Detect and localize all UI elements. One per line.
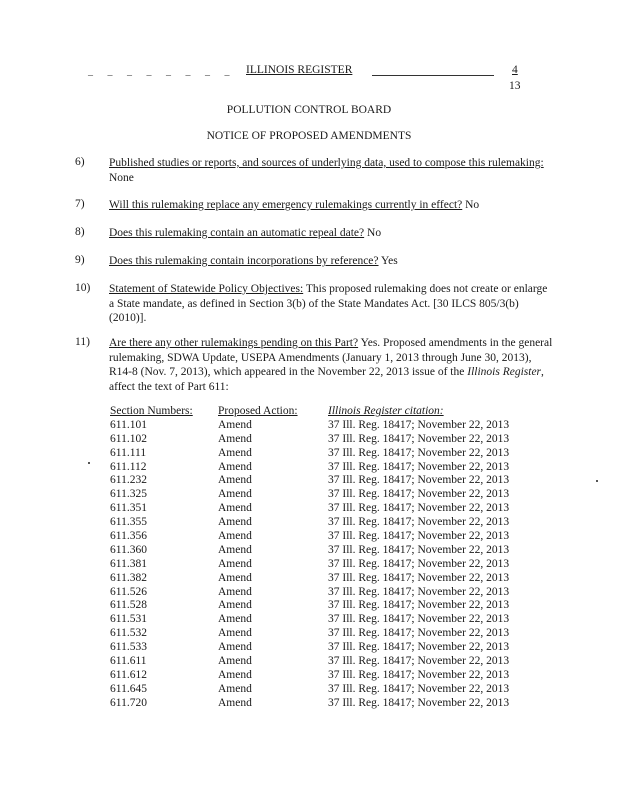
- section-number-cell: 611.102: [110, 432, 147, 445]
- item-text: [109, 254, 553, 269]
- section-number-cell: 611.532: [110, 627, 147, 640]
- page-number-sub: 13: [509, 80, 521, 92]
- proposed-action-cell: Amend: [218, 585, 252, 598]
- proposed-action-cell: Amend: [218, 627, 252, 640]
- proposed-action-cell: Amend: [218, 502, 252, 515]
- citation-cell: 37 Ill. Reg. 18417; November 22, 2013: [328, 557, 510, 570]
- table-row: [110, 586, 530, 600]
- item-number: 7): [75, 198, 85, 210]
- citation-cell: 37 Ill. Reg. 18417; November 22, 2013: [328, 543, 510, 556]
- table-row: [110, 516, 530, 530]
- item-number: 10): [75, 282, 91, 294]
- proposed-action-cell: Amend: [218, 474, 252, 487]
- section-number-cell: 611.382: [110, 571, 147, 584]
- proposed-action-cell: Amend: [218, 668, 252, 681]
- notice-heading: NOTICE OF PROPOSED AMENDMENTS: [206, 130, 412, 142]
- table-row: [110, 599, 530, 613]
- item-number: 11): [75, 336, 90, 348]
- table-row: [110, 474, 530, 488]
- item-number: 6): [75, 156, 85, 168]
- citation-cell: 37 Ill. Reg. 18417; November 22, 2013: [328, 668, 510, 681]
- proposed-action-cell: Amend: [218, 530, 252, 543]
- register-title: ILLINOIS REGISTER: [246, 64, 353, 76]
- section-number-cell: 611.533: [110, 641, 147, 654]
- citation-cell: 37 Ill. Reg. 18417; November 22, 2013: [328, 655, 510, 668]
- section-number-cell: 611.611: [110, 655, 147, 668]
- table-row: [110, 544, 530, 558]
- item-number: 9): [75, 254, 85, 266]
- item-question: Are there any other rulemakings pending on this Part?: [109, 337, 359, 349]
- section-number-cell: 611.232: [110, 474, 147, 487]
- section-number-cell: 611.645: [110, 682, 147, 695]
- agency-heading: POLLUTION CONTROL BOARD: [226, 104, 392, 116]
- item-question: Statement of Statewide Policy Objectives:: [109, 283, 304, 295]
- citation-table: [110, 405, 530, 711]
- citation-cell: 37 Ill. Reg. 18417; November 22, 2013: [328, 516, 510, 529]
- header-section-numbers: Section Numbers:: [110, 405, 193, 417]
- citation-cell: 37 Ill. Reg. 18417; November 22, 2013: [328, 599, 510, 612]
- section-number-cell: 611.526: [110, 585, 147, 598]
- citation-cell: 37 Ill. Reg. 18417; November 22, 2013: [328, 488, 510, 501]
- proposed-action-cell: Amend: [218, 432, 252, 445]
- table-row: [110, 488, 530, 502]
- table-header-row: [110, 405, 530, 419]
- table-row: [110, 530, 530, 544]
- table-row: [110, 419, 530, 433]
- header-citation: Illinois Register citation:: [328, 405, 444, 417]
- citation-cell: 37 Ill. Reg. 18417; November 22, 2013: [328, 696, 510, 709]
- section-number-cell: 611.720: [110, 696, 147, 709]
- proposed-action-cell: Amend: [218, 641, 252, 654]
- scan-speck: [596, 480, 598, 482]
- item-answer: Yes: [380, 255, 398, 267]
- item-answer: Yes. Proposed amendments in the general rulemaking, SDWA Update, USEPA Amendments (January 1, 2013 through June 30, 2013), R14-8 (Nov. 7, 2013), which appeared in the November 22, 2013 issue of the: [109, 337, 553, 378]
- header-dash-line: – – – – – – – –: [88, 70, 236, 81]
- item-text: [109, 156, 553, 185]
- citation-cell: 37 Ill. Reg. 18417; November 22, 2013: [328, 432, 510, 445]
- citation-cell: 37 Ill. Reg. 18417; November 22, 2013: [328, 446, 510, 459]
- table-row: [110, 655, 530, 669]
- proposed-action-cell: Amend: [218, 418, 252, 431]
- proposed-action-cell: Amend: [218, 655, 252, 668]
- item-answer: No: [367, 227, 382, 239]
- proposed-action-cell: Amend: [218, 543, 252, 556]
- citation-cell: 37 Ill. Reg. 18417; November 22, 2013: [328, 571, 510, 584]
- proposed-action-cell: Amend: [218, 696, 252, 709]
- proposed-action-cell: Amend: [218, 557, 252, 570]
- item-question: Published studies or reports, and sources of underlying data, used to compose this rulemaking:: [109, 157, 544, 169]
- proposed-action-cell: Amend: [218, 488, 252, 501]
- table-row: [110, 502, 530, 516]
- section-number-cell: 611.531: [110, 613, 147, 626]
- table-row: [110, 447, 530, 461]
- header-rule: [372, 75, 492, 76]
- item-question: Does this rulemaking contain incorporations by reference?: [109, 255, 379, 267]
- section-number-cell: 611.612: [110, 668, 147, 681]
- table-row: [110, 627, 530, 641]
- proposed-action-cell: Amend: [218, 682, 252, 695]
- section-number-cell: 611.355: [110, 516, 147, 529]
- scan-speck: [88, 462, 90, 464]
- item-text: [109, 198, 553, 213]
- page-number: 4: [512, 64, 518, 76]
- section-number-cell: 611.528: [110, 599, 147, 612]
- item-text: [109, 336, 553, 394]
- section-number-cell: 611.112: [110, 460, 147, 473]
- item-answer: No: [465, 199, 480, 211]
- citation-cell: 37 Ill. Reg. 18417; November 22, 2013: [328, 530, 510, 543]
- citation-cell: 37 Ill. Reg. 18417; November 22, 2013: [328, 460, 510, 473]
- proposed-action-cell: Amend: [218, 571, 252, 584]
- item-answer: This proposed rulemaking does not create or enlarge a State mandate, as defined in Section 3(b) of the State Mandates Act. [30 ILCS 805/3(b) (2010)].: [109, 283, 548, 324]
- section-number-cell: 611.111: [110, 446, 147, 459]
- table-row: [110, 572, 530, 586]
- table-row: [110, 683, 530, 697]
- item-text: [109, 282, 553, 326]
- citation-cell: 37 Ill. Reg. 18417; November 22, 2013: [328, 682, 510, 695]
- section-number-cell: 611.360: [110, 543, 147, 556]
- citation-cell: 37 Ill. Reg. 18417; November 22, 2013: [328, 627, 510, 640]
- proposed-action-cell: Amend: [218, 446, 252, 459]
- proposed-action-cell: Amend: [218, 599, 252, 612]
- section-number-cell: 611.101: [110, 418, 147, 431]
- citation-cell: 37 Ill. Reg. 18417; November 22, 2013: [328, 418, 510, 431]
- item-question: Will this rulemaking replace any emergency rulemakings currently in effect?: [109, 199, 463, 211]
- proposed-action-cell: Amend: [218, 460, 252, 473]
- table-row: [110, 558, 530, 572]
- proposed-action-cell: Amend: [218, 516, 252, 529]
- table-row: [110, 697, 530, 711]
- table-row: [110, 641, 530, 655]
- item-number: 8): [75, 226, 85, 238]
- table-row: [110, 433, 530, 447]
- section-number-cell: 611.325: [110, 488, 147, 501]
- item-answer-end: , affect the text of Part 611:: [109, 366, 544, 393]
- item-question: Does this rulemaking contain an automatic repeal date?: [109, 227, 365, 239]
- table-row: [110, 613, 530, 627]
- header-rule-short: [478, 75, 494, 76]
- section-number-cell: 611.381: [110, 557, 147, 570]
- proposed-action-cell: Amend: [218, 613, 252, 626]
- table-body: [110, 419, 530, 711]
- table-row: [110, 669, 530, 683]
- citation-cell: 37 Ill. Reg. 18417; November 22, 2013: [328, 585, 510, 598]
- citation-cell: 37 Ill. Reg. 18417; November 22, 2013: [328, 474, 510, 487]
- section-number-cell: 611.356: [110, 530, 147, 543]
- item-answer: None: [109, 171, 134, 184]
- header-proposed-action: Proposed Action:: [218, 405, 298, 417]
- item-text: [109, 226, 553, 241]
- citation-cell: 37 Ill. Reg. 18417; November 22, 2013: [328, 613, 510, 626]
- table-row: [110, 461, 530, 475]
- item-answer-italic: Illinois Register: [467, 366, 542, 378]
- section-number-cell: 611.351: [110, 502, 147, 515]
- citation-cell: 37 Ill. Reg. 18417; November 22, 2013: [328, 502, 510, 515]
- citation-cell: 37 Ill. Reg. 18417; November 22, 2013: [328, 641, 510, 654]
